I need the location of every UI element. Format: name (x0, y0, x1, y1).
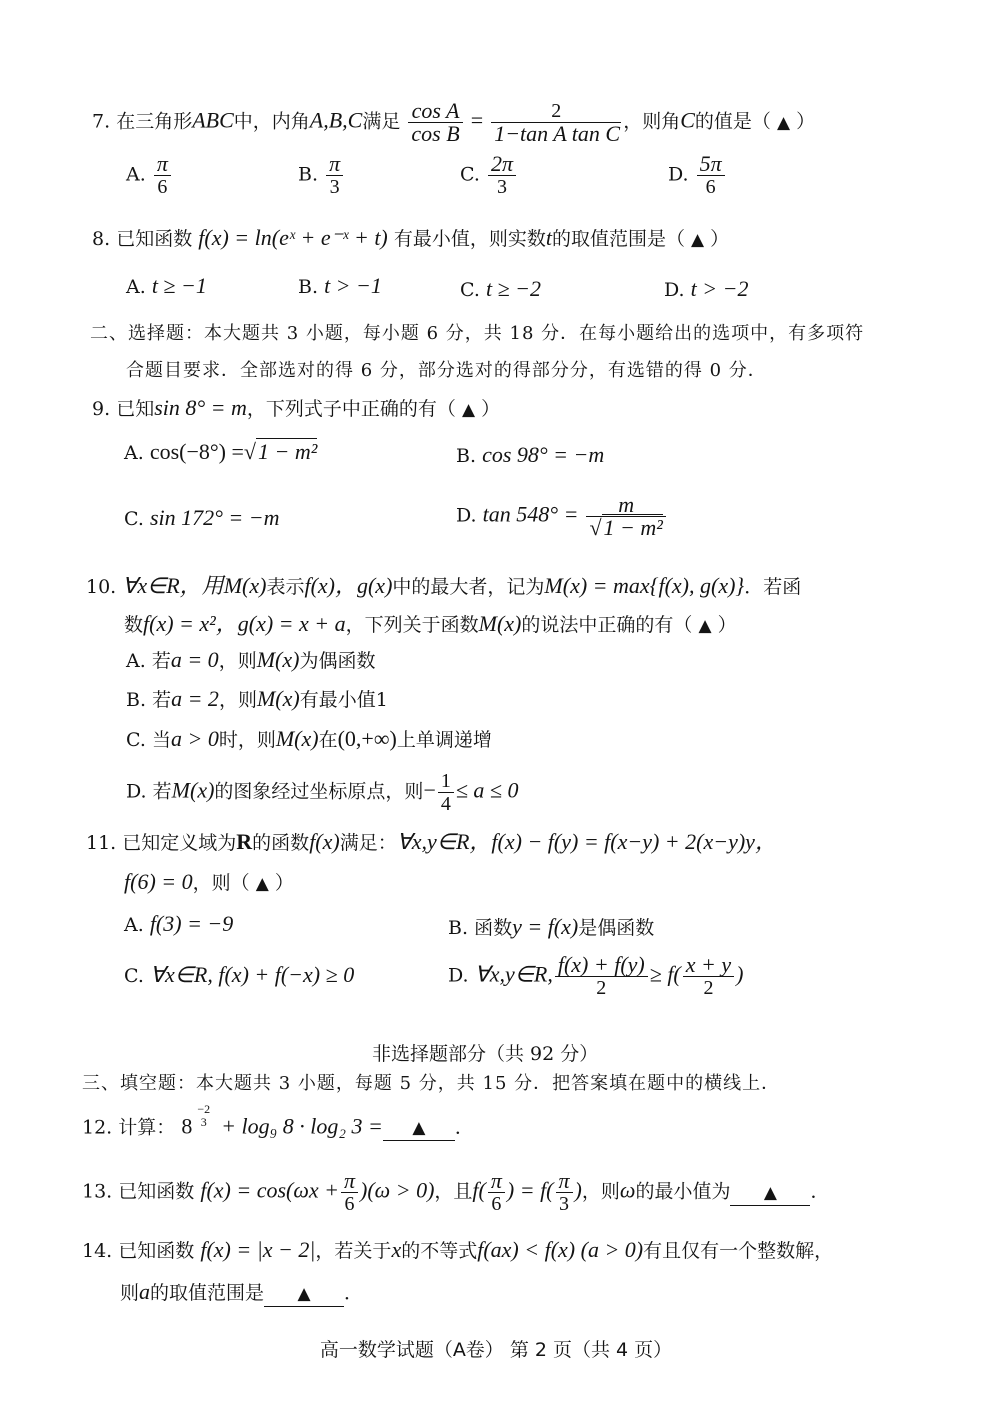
q9-option-c: C. sin 172° = −m (124, 505, 280, 530)
page-footer: 高一数学试题（A卷） 第 2 页（共 4 页） (319, 1339, 673, 1361)
q7-fraction-tan: $\frac{2}{\text{1−tan A tan C}}$ (491, 100, 621, 145)
q9-option-a: A. cos(−8°) =√1 − m² (124, 439, 318, 464)
answer-triangle-icon: ▲ (412, 1118, 426, 1139)
question-10: 10. ∀x∈R，用M(x)表示f(x)，g(x)中的最大者，记为M(x) = max{f(x), g(x)}．若函 (86, 573, 802, 598)
q7-option-c: C. $\frac{2\pi}{3}$ (460, 153, 518, 198)
question-11: 11. 已知定义域为R的函数f(x)满足：∀x,y∈R，f(x) − f(y) = f(x−y) + 2(x−y)y， (86, 829, 777, 854)
q7-text: ，则角 (623, 110, 681, 133)
q7-text: ） (796, 110, 816, 133)
q8-text: 的取值范围是（ (551, 228, 685, 250)
question-9: 9. 已知sin 8° = m，下列式子中正确的有（ ▲ ） (92, 395, 501, 420)
part-2-title: 非选择题部分（共 92 分） (372, 1043, 599, 1065)
question-14: 14. 已知函数 f(x) = |x − 2|，若关于x的不等式f(ax) < f(x) (a > 0)有且仅有一个整数解， (82, 1237, 834, 1262)
answer-triangle-icon: ▲ (763, 1182, 777, 1203)
answer-triangle-icon: ▲ (297, 1284, 311, 1304)
question-7 (92, 100, 815, 145)
section-2-heading: 二、选择题：本大题共 3 小题，每小题 6 分，共 18 分．在每小题给出的选项中，有多项符 (90, 323, 865, 344)
section-2-instructions: 合题目要求．全部选对的得 6 分，部分选对的得部分分，有选错的得 0 分． (126, 360, 767, 381)
q7-angles: A,B,C (309, 107, 363, 133)
q8-option-d: D. t > −2 (664, 276, 749, 301)
q11-option-b: B. 函数y = f(x)是偶函数 (448, 914, 655, 939)
q7-option-a: A. $\frac{\pi}{6}$ (126, 153, 173, 198)
q8-expression: f(x) = ln(eˣ + e⁻ˣ + t) (198, 225, 388, 250)
q7-option-d: D. $\frac{5\pi}{6}$ (668, 153, 727, 198)
q10-option-d: D. 若M(x)的图象经过坐标原点，则− $\frac{1}{4}$ ≤ a ≤ 0 (126, 770, 519, 815)
q8-variable: t (545, 225, 552, 250)
q10-option-c: C. 当a > 0时，则M(x)在(0,+∞)上单调递增 (126, 726, 492, 751)
answer-triangle-icon: ▲ (698, 616, 712, 636)
section-3-heading: 三、填空题：本大题共 3 小题，每题 5 分，共 15 分．把答案填在题中的横线上． (82, 1073, 781, 1094)
answer-triangle-icon: ▲ (776, 112, 791, 133)
question-11-line-2: f(6) = 0，则（ ▲ ） (124, 869, 294, 894)
q7-fraction-cos: $\frac{\text{cos A}}{\text{cos B}}$ (408, 100, 462, 145)
q10-option-b: B. 若a = 2，则M(x)有最小值1 (126, 686, 388, 711)
q7-equals: = (470, 107, 484, 133)
q8-text: 有最小值，则实数 (393, 228, 546, 250)
q7-text: 满足 (362, 110, 401, 133)
q8-option-a: A. t ≥ −1 (126, 273, 207, 298)
q7-abc: ABC (192, 107, 234, 133)
question-13: 13. 已知函数 f(x) = cos(ωx + $\frac{\pi}{6}$ )(ω > 0)，且f( $\frac{\pi}{6}$ ) = f( $\frac{\pi}{3}$ )，则ω的最小值为 ▲ ． (82, 1168, 830, 1215)
answer-triangle-icon: ▲ (691, 230, 705, 250)
q11-option-a: A. f(3) = −9 (124, 911, 234, 936)
question-14-line-2: 则a的取值范围是 ▲ ． (120, 1280, 363, 1307)
question-10-line-2: 数f(x) = x²，g(x) = x + a，下列关于函数M(x)的说法中正确的有（ ▲ ） (124, 611, 737, 636)
q8-number: 8. (92, 228, 111, 250)
q8-option-b: B. t > −1 (298, 273, 382, 298)
q8-text: 已知函数 (116, 228, 193, 250)
q9-option-d: D. tan 548° = $\frac{m}{\text{√1 − m²}}$ (456, 494, 668, 539)
q7-number: 7. (92, 110, 111, 133)
q8-option-c: C. t ≥ −2 (460, 276, 541, 301)
q9-option-b: B. cos 98° = −m (456, 442, 605, 467)
q7-option-b: B. $\frac{\pi}{3}$ (298, 153, 345, 198)
q11-option-d: D. ∀x,y∈R, $\frac{f(x) + f(y)}{2}$ ≥ f( $\frac{x + y}{2}$ ) (448, 952, 744, 999)
q7-text: 中，内角 (233, 110, 310, 133)
question-8: 8. 已知函数 f(x) = ln(eˣ + e⁻ˣ + t) 有最小值，则实数t的取值范围是（ ▲ ） (92, 225, 730, 250)
answer-triangle-icon: ▲ (461, 400, 476, 420)
q10-option-a: A. 若a = 0，则M(x)为偶函数 (126, 647, 376, 672)
answer-triangle-icon: ▲ (255, 874, 269, 894)
q7-text: 在三角形 (116, 110, 193, 133)
q9-expression: sin 8° = m (154, 395, 247, 420)
q7-text: 的值是（ (694, 110, 771, 133)
q11-option-c: C. ∀x∈R, f(x) + f(−x) ≥ 0 (124, 962, 355, 987)
question-12: 12. 计算： 8 −2 3 + log₉ 8 · log₂ 3 = ▲ ． (82, 1113, 474, 1141)
q7-angle-c: C (680, 107, 695, 133)
